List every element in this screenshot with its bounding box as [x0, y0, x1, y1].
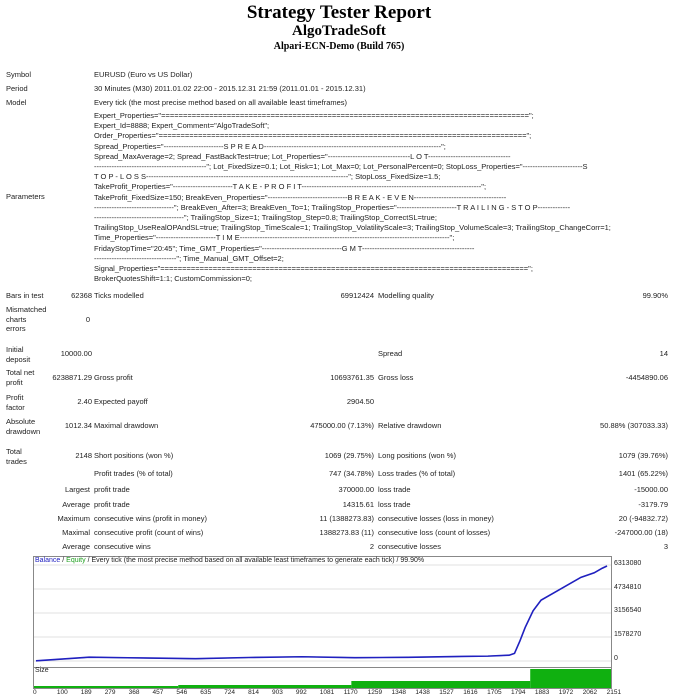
size-bar — [530, 669, 611, 688]
spread-value: 14 — [659, 349, 668, 358]
largest-label: Largest — [64, 485, 90, 494]
trades-label: Total trades — [6, 447, 27, 466]
quality-label: Modelling quality — [378, 291, 434, 300]
model-label: Model — [6, 98, 27, 107]
parameter-line: Expert_Properties="===================================================================================="; — [94, 111, 534, 120]
x-tick-label: 814 — [248, 689, 259, 696]
size-bar — [178, 685, 351, 688]
reldd-value: 50.88% (307033.33) — [600, 421, 668, 430]
mismatch-label: Mismatched charts errors — [6, 305, 47, 333]
x-tick-label: 992 — [295, 689, 307, 696]
deposit-value: 10000.00 — [60, 349, 92, 358]
parameters-label: Parameters — [6, 192, 45, 201]
pf-label: Profit factor — [6, 393, 25, 412]
y-label: 6313080 — [614, 560, 642, 567]
pf-value: 2.40 — [77, 397, 92, 406]
grossloss-label: Gross loss — [378, 373, 414, 382]
maxloss-label: consecutive loss (count of losses) — [378, 528, 491, 537]
x-tick-label: 1348 — [391, 689, 406, 696]
average-loss-value: -3179.79 — [638, 500, 668, 509]
ltrades-label: Loss trades (% of total) — [378, 469, 456, 478]
parameter-line: TakeProfit_FixedSize=150; BreakEven_Properties="--------------------------------B R E A K - E V E N------------------------------------- — [94, 192, 507, 202]
parameter-line: TrailingStop_UseRealOPAndSL=true; TrailingStop_TimeScale=1; TrailingStop_VolatilityScale=3; TrailingStop_VolumeScale=3; TrailingStop_ChangeCorr=1; — [94, 223, 611, 233]
quality-value: 99.90% — [642, 291, 668, 300]
parameter-line: T O P - L O S S---------------------------------------------------------------------------------"; StopLoss_FixedSize=1.5; — [94, 172, 441, 182]
average-profit-value: 14315.61 — [342, 500, 374, 509]
parameter-line: ------------------------------------"; TrailingStop_Size=1; TrailingStop_Step=0.8; TrailingStop_CorrectSL=true; — [94, 213, 437, 223]
average-label: Average — [62, 500, 90, 509]
parameter-line: Spread_MaxAverage=2; Spread_FastBackTest=true; Lot_Properties="---------------------------------L O T--------------------------------- — [94, 151, 511, 161]
x-tick-label: 2151 — [606, 689, 622, 696]
y-label: 3156540 — [614, 607, 642, 614]
maxwins-label: consecutive wins (profit in money) — [94, 514, 207, 523]
long-label: Long positions (won %) — [378, 451, 456, 460]
period-label: Period — [6, 84, 28, 93]
maxprofit-value: 1388273.83 (11) — [319, 528, 374, 537]
parameter-line: ---------------------------------------------"; Lot_FixedSize=0.1; Lot_Risk=1; Lot_Max=0; Lot_PersonalPercent=0; StopLoss_Properties="------------------------S — [94, 162, 588, 172]
reldd-label: Relative drawdown — [378, 421, 442, 430]
avglosses-value: 3 — [663, 542, 668, 551]
x-tick-label: 1794 — [511, 689, 526, 696]
expert-name: AlgoTradeSoft — [292, 23, 386, 39]
x-tick-label: 100 — [56, 689, 68, 696]
y-label: 0 — [614, 655, 618, 662]
parameter-line: Expert_Id=8888; Expert_Comment="AlgoTradeSoft"; — [94, 121, 270, 131]
parameter-line: Signal_Properties="===================================================================================="; — [94, 264, 533, 274]
long-value: 1079 (39.76%) — [618, 451, 668, 460]
x-tick-label: 0 — [33, 689, 37, 696]
parameter-line: Spread_Properties="------------------------S P R E A D-----------------------------------------------------------------------"; — [94, 141, 446, 151]
legend-equity: Equity — [66, 557, 86, 564]
parameter-line: BrokerQuotesShift=1:1; CustomCommission=0; — [94, 274, 252, 284]
x-tick-label: 1972 — [558, 689, 574, 696]
trades-value: 2148 — [75, 451, 92, 460]
deposit-label: Initial deposit — [6, 345, 31, 364]
x-tick-label: 1170 — [343, 689, 358, 696]
avglosses-label: consecutive losses — [378, 542, 441, 551]
x-tick-label: 1527 — [439, 689, 454, 696]
x-tick-label: 1883 — [534, 689, 550, 696]
short-label: Short positions (won %) — [94, 451, 174, 460]
absdd-label: Absolute drawdown — [6, 417, 41, 436]
x-tick-label: 1438 — [415, 689, 430, 696]
x-tick-label: 1081 — [319, 689, 335, 696]
largest-profit-label: profit trade — [94, 485, 130, 494]
x-tick-label: 457 — [152, 689, 164, 696]
maxloss-value: -247000.00 (18) — [614, 528, 668, 537]
avgwins-label: consecutive wins — [94, 542, 151, 551]
symbol-label: Symbol — [6, 70, 32, 79]
size-chart-svg — [34, 668, 611, 688]
x-tick-label: 189 — [80, 689, 92, 696]
netprofit-value: 6238871.29 — [52, 373, 92, 382]
legend-balance: Balance — [35, 557, 61, 564]
x-tick-label: 368 — [128, 689, 140, 696]
grossprofit-label: Gross profit — [94, 373, 133, 382]
maxlosses-value: 20 (-94832.72) — [618, 514, 668, 523]
parameter-line: TakeProfit_Properties="------------------------T A K E - P R O F I T------------------------------------------------------------------------"; — [94, 182, 487, 192]
parameter-line: ---------------------------------"; Time_Manual_GMT_Offset=2; — [94, 253, 284, 263]
average-profit-label: profit trade — [94, 500, 130, 509]
maxlosses-label: consecutive losses (loss in money) — [378, 514, 494, 523]
spread-label: Spread — [378, 349, 403, 358]
symbol-value: EURUSD (Euro vs US Dollar) — [94, 70, 193, 79]
absdd-value: 1012.34 — [64, 421, 92, 430]
x-tick-label: 279 — [104, 689, 116, 696]
period-value: 30 Minutes (M30) 2011.01.02 22:00 - 2015.12.31 21:59 (2011.01.01 - 2015.12.31) — [94, 84, 366, 93]
bars-value: 62368 — [71, 291, 92, 300]
y-label: 4734810 — [614, 584, 642, 591]
x-tick-label: 635 — [200, 689, 212, 696]
y-label: 1578270 — [614, 631, 642, 638]
x-tick-label: 2062 — [582, 689, 598, 696]
grossloss-value: -4454890.06 — [625, 373, 668, 382]
ptrades-label: Profit trades (% of total) — [94, 469, 173, 478]
chart-legend — [35, 557, 424, 564]
legend-sep: / — [62, 557, 65, 564]
netprofit-label: Total net profit — [6, 368, 35, 387]
chart-description: / Every tick (the most precise method based on all available least timeframes to generate each tick) / 99.90% — [87, 557, 425, 564]
size-bar — [34, 686, 178, 688]
largest-loss-value: -15000.00 — [634, 485, 668, 494]
size-chart — [33, 667, 612, 689]
size-label: Size — [35, 667, 49, 674]
report-title: Strategy Tester Report — [246, 2, 432, 23]
balance-chart — [33, 556, 612, 668]
avgcons-label: Average — [62, 542, 90, 551]
parameters-block — [94, 111, 669, 284]
maximal-label: Maximal — [62, 528, 90, 537]
parameter-line: Order_Properties="===================================================================================="; — [94, 131, 532, 141]
x-tick-label: 903 — [272, 689, 283, 696]
average-loss-label: loss trade — [378, 500, 411, 509]
x-tick-label: 1705 — [487, 689, 502, 696]
ticks-label: Ticks modelled — [94, 291, 144, 300]
parameter-line: FridayStopTime="20:45"; Time_GMT_Properties="--------------------------------G M T--------------------------------------------- — [94, 243, 475, 253]
maxprofit-label: consecutive profit (count of wins) — [94, 528, 204, 537]
maximum-label: Maximum — [57, 514, 90, 523]
parameter-line: Time_Properties="------------------------T I M E------------------------------------------------------------------------------------"; — [94, 233, 455, 243]
grossprofit-value: 10693761.35 — [330, 373, 374, 382]
model-value: Every tick (the most precise method based on all available least timeframes) — [94, 98, 348, 107]
ticks-value: 69912424 — [340, 291, 374, 300]
x-tick-label: 546 — [176, 689, 188, 696]
size-bar — [351, 681, 530, 688]
x-tick-label: 724 — [224, 689, 236, 696]
parameter-line: --------------------------------"; BreakEven_After=3; BreakEven_To=1; TrailingStop_Properties="------------------------T R A I L I N G - S T O P------------- — [94, 202, 571, 212]
mismatch-value: 0 — [85, 315, 90, 324]
server-name: Alpari-ECN-Demo (Build 765) — [273, 41, 405, 52]
avgwins-value: 2 — [369, 542, 374, 551]
bars-label: Bars in test — [6, 291, 44, 300]
payoff-value: 2904.50 — [346, 397, 374, 406]
maxdd-label: Maximal drawdown — [94, 421, 159, 430]
maxdd-value: 475000.00 (7.13%) — [310, 421, 374, 430]
short-value: 1069 (29.75%) — [324, 451, 374, 460]
balance-chart-svg — [34, 557, 611, 667]
x-tick-label: 1259 — [367, 689, 383, 696]
maxwins-value: 11 (1388273.83) — [319, 514, 374, 523]
largest-profit-value: 370000.00 — [338, 485, 374, 494]
ltrades-value: 1401 (65.22%) — [618, 469, 668, 478]
x-tick-label: 1616 — [463, 689, 478, 696]
ptrades-value: 747 (34.78%) — [328, 469, 374, 478]
largest-loss-label: loss trade — [378, 485, 411, 494]
payoff-label: Expected payoff — [94, 397, 148, 406]
